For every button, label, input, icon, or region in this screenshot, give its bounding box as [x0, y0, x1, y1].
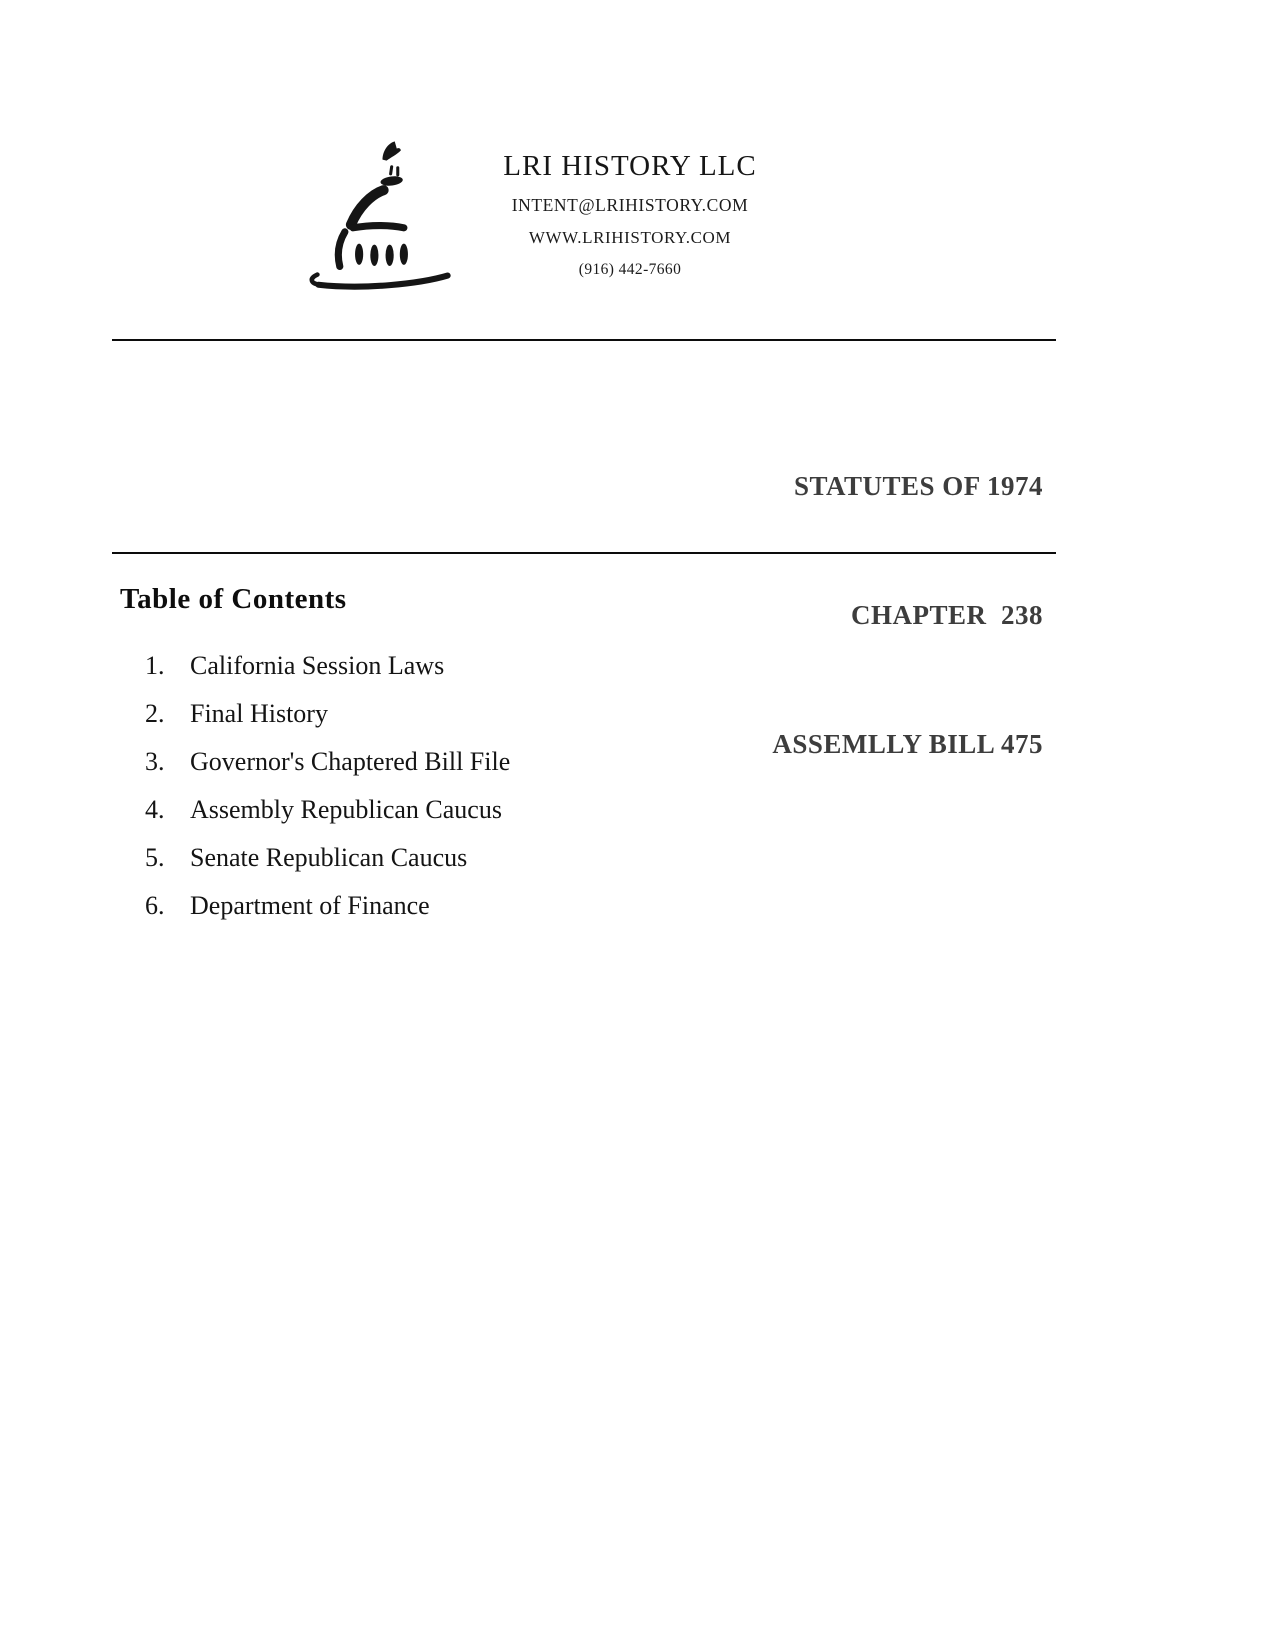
company-name: LRI HISTORY LLC — [503, 150, 757, 182]
toc-item — [145, 700, 510, 728]
toc-item-label: Department of Finance — [190, 891, 430, 920]
company-website: WWW.LRIHISTORY.COM — [528, 228, 732, 247]
toc-item-number: 5. — [145, 843, 165, 872]
divider-top — [112, 339, 1056, 341]
toc-item-number: 2. — [145, 699, 165, 728]
toc-item-number: 1. — [145, 651, 165, 680]
toc-item-label: Final History — [190, 699, 328, 728]
toc-item — [145, 748, 510, 776]
toc-item-label: Assembly Republican Caucus — [190, 795, 502, 824]
toc-item — [145, 844, 510, 872]
company-header — [430, 150, 830, 279]
toc-item-number: 3. — [145, 747, 165, 776]
statute-year-line: STATUTES OF 1974 — [793, 471, 1043, 501]
statute-reference-block — [772, 379, 1043, 852]
toc-item-label: Senate Republican Caucus — [190, 843, 468, 872]
toc-item — [145, 796, 510, 824]
toc-item-label: California Session Laws — [190, 651, 445, 680]
toc-title: Table of Contents — [120, 583, 347, 615]
toc-list — [145, 652, 510, 940]
toc-item — [145, 652, 510, 680]
toc-item-number: 6. — [145, 891, 165, 920]
toc-item-number: 4. — [145, 795, 165, 824]
company-phone: (916) 442-7660 — [578, 261, 682, 278]
toc-item-label: Governor's Chaptered Bill File — [190, 747, 511, 776]
statute-chapter-line: CHAPTER 238 — [850, 600, 1043, 630]
company-email: INTENT@LRIHISTORY.COM — [511, 195, 749, 215]
toc-item — [145, 892, 510, 920]
statute-bill-line: ASSEMLLY BILL 475 — [772, 729, 1043, 759]
